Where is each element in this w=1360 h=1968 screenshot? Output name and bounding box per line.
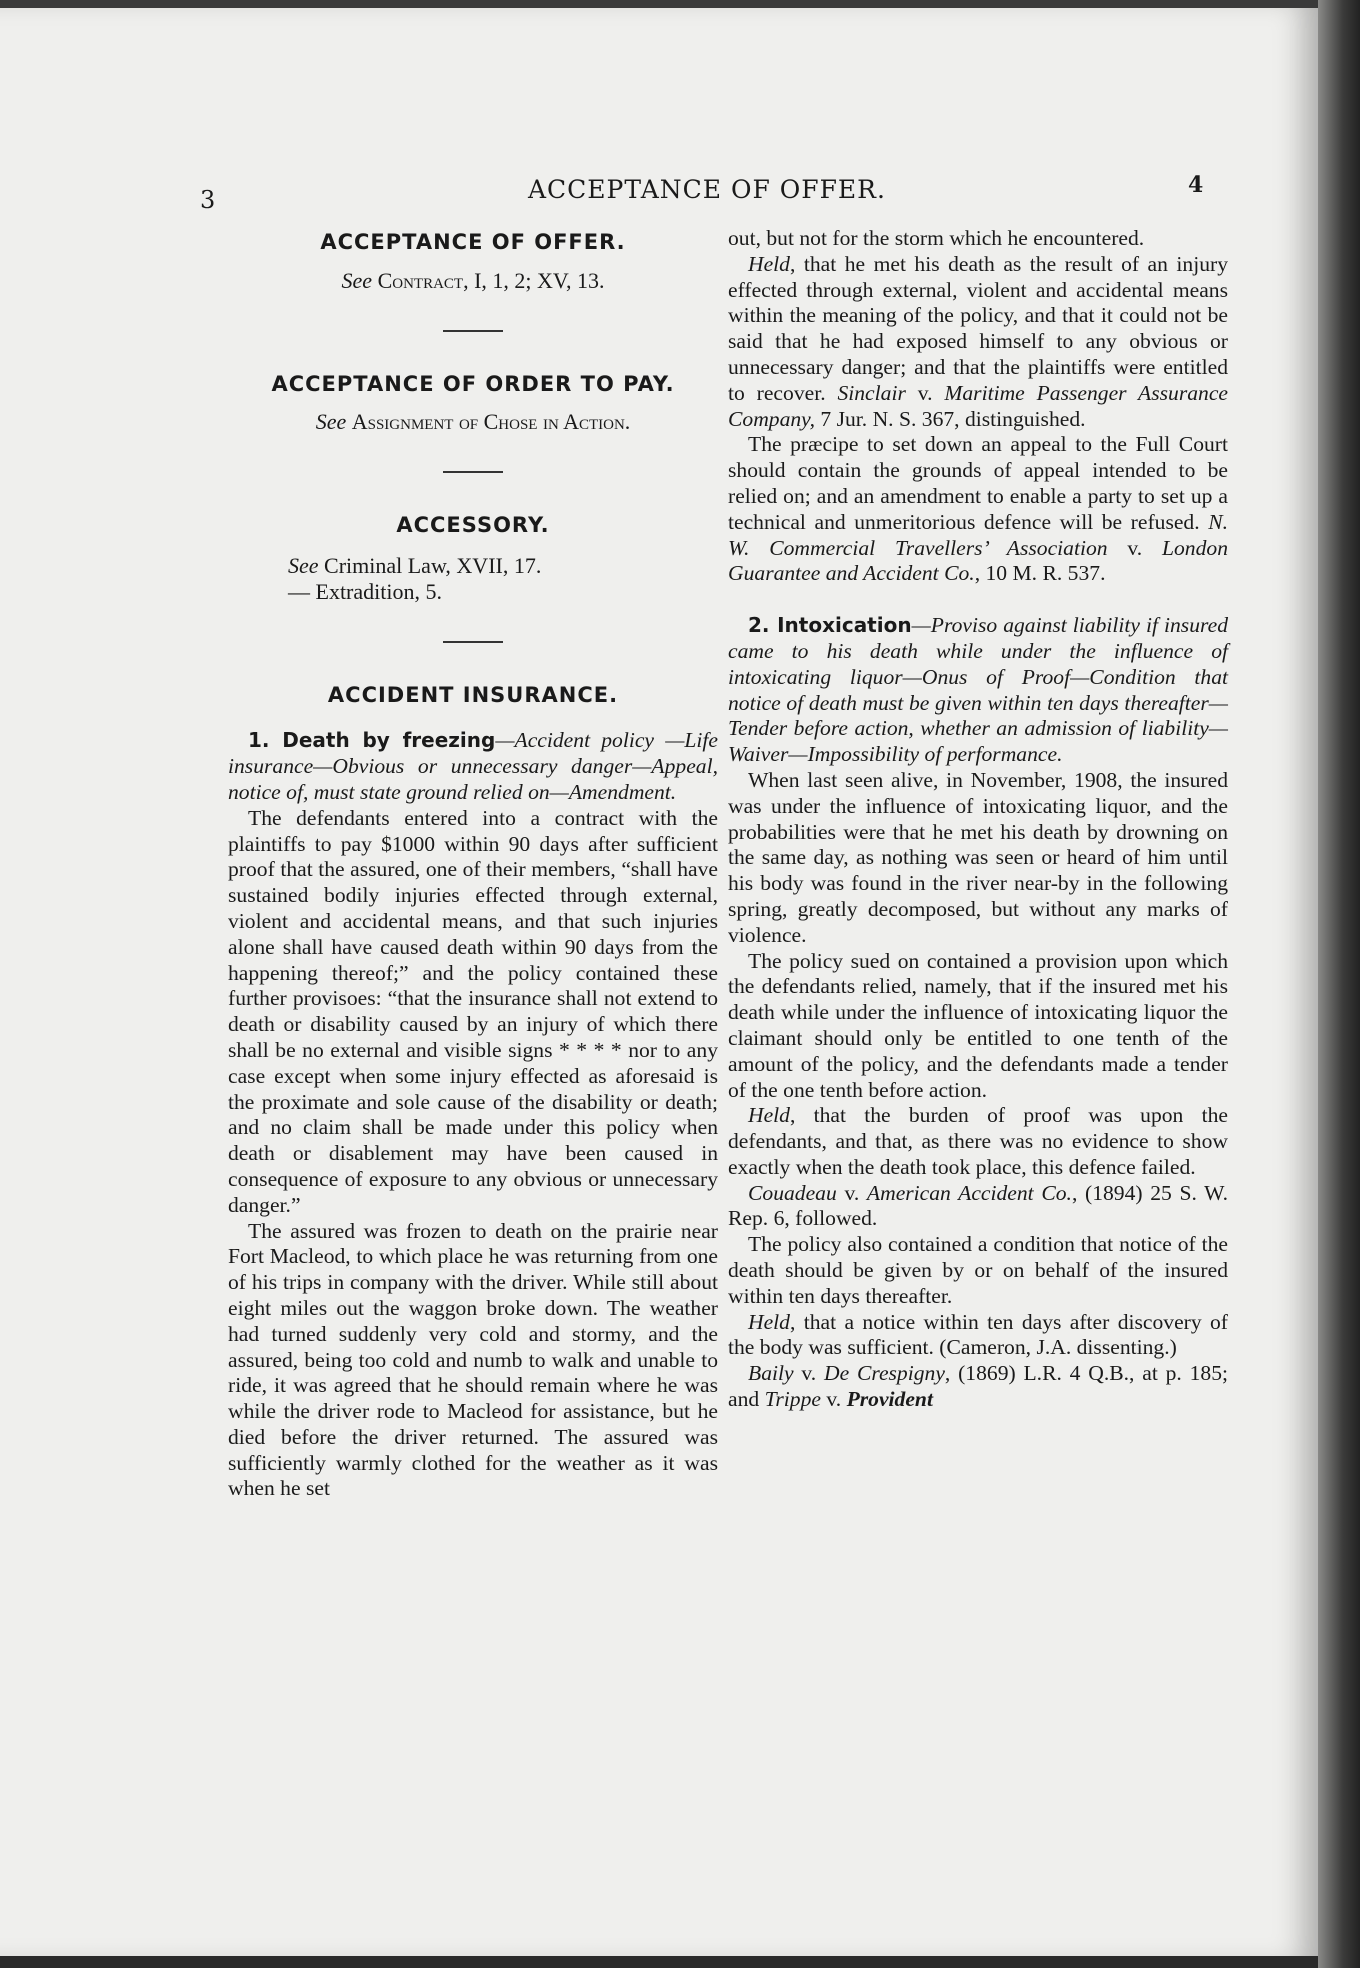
see-word: See — [288, 552, 319, 578]
heading-accessory: ACCESSORY. — [396, 513, 550, 538]
citation: , (1894) 25 S. W. Rep. 6, followed. — [728, 1180, 1228, 1231]
paragraph: The defendants entered into a contract with the plaintiffs to pay $1000 within 90 days after sufficient proof that the assured, one of their members, “shall have sustained bodily injuries effected through external, violent and accidental means, and that such injuries alone shall have caused death within 90 days from the happening thereof;” and the policy contained these further provisoes: “that the insurance shall not extend to death or disability caused by an injury of which there shall be no external and visible signs * * * * nor to any case except when some injury effected as aforesaid is the proximate and sole cause of the disability or death; and no claim shall be made under this policy when death or disablement may have been caused in consequence of exposure to any obvious or unnecessary danger.” — [228, 805, 718, 1217]
versus: v. — [793, 1361, 824, 1386]
case-name: London Guarantee and Accident Co. — [728, 535, 1228, 586]
case-name: Provident — [846, 1387, 933, 1412]
citation: , 10 M. R. 537. — [974, 561, 1106, 586]
held-word: Held — [748, 1309, 790, 1334]
reference-title: Extradition — [315, 578, 415, 604]
versus: v. — [905, 380, 945, 405]
divider — [443, 641, 503, 643]
page-number-right: 4 — [1188, 172, 1204, 198]
held-word: Held — [748, 251, 790, 276]
see-word: See — [341, 267, 373, 293]
paragraph — [728, 432, 1228, 587]
case-name: De Crespigny — [823, 1361, 945, 1386]
held-word: Held — [748, 1103, 790, 1128]
section-title: 1. Death by freezing — [248, 728, 496, 753]
right-column — [728, 226, 1228, 1413]
citation-paragraph — [728, 1181, 1228, 1233]
divider — [443, 330, 503, 332]
versus: v. — [1107, 535, 1162, 560]
paragraph: The policy also contained a condition that notice of the death should be given by or on behalf of the insured within ten days thereafter. — [728, 1232, 1228, 1308]
held-text: , that the burden of proof was upon the defendants, and that, as there was no evidence to show exactly when the death took place, this defence failed. — [728, 1103, 1228, 1179]
case-name: Sinclair — [837, 380, 906, 405]
book-spine-edge — [1318, 0, 1360, 1968]
paragraph: When last seen alive, in November, 1908, the insured was under the influence of intoxicating liquor, and the probabilities were that he met his death by drowning on the same day, as nothing was seen or heard of him until his body was found in the river near-by in the following spring, greatly decomposed, but without any marks of violence. — [728, 767, 1228, 947]
reference-detail: , XVII, 17. — [445, 552, 542, 578]
citation: , (1869) L.R. 4 Q.B., at p. 185; and — [728, 1361, 1229, 1412]
held-paragraph — [728, 252, 1228, 433]
case-name: Trippe — [764, 1387, 821, 1412]
page-number-left: 3 — [200, 186, 216, 214]
reference-title: Contract — [377, 267, 464, 293]
case-name: N. W. Commercial Travellers’ Association — [728, 509, 1228, 560]
held-text: , that he met his death as the result of an injury effected through external, violent and accidental means within the meaning of the policy, and that it could not be said that he had exposed himself to any obvious or unnecessary danger; and that the plaintiffs were entitled to recover. — [728, 251, 1228, 405]
see-word: See — [315, 409, 347, 435]
reference-detail: , 5. — [414, 578, 442, 604]
ditto-dash: — — [288, 578, 310, 604]
paragraph: out, but not for the storm which he encountered. — [728, 226, 1145, 250]
case-name: Maritime Passenger Assurance Company, — [728, 380, 1229, 431]
case-name: Baily — [748, 1361, 794, 1386]
reference-title: Criminal Law — [324, 552, 446, 578]
heading-acceptance-of-offer: ACCEPTANCE OF OFFER. — [320, 230, 626, 254]
divider — [443, 471, 503, 473]
reference-detail: , I, 1, 2; XV, 13. — [463, 267, 605, 293]
see-reference — [228, 268, 718, 294]
section-headnote — [228, 728, 718, 805]
book-page — [0, 8, 1320, 1956]
paragraph: The policy sued on contained a provision upon which the defendants relied, namely, that if the insured met his death while under the influence of intoxicating liquor the claimant should only be entitled to one tenth of the amount of the policy, and the defendants made a tender of the one tenth before action. — [728, 948, 1228, 1102]
heading-accident-insurance: ACCIDENT INSURANCE. — [327, 682, 619, 707]
versus: v. — [836, 1180, 867, 1205]
catchwords: —Proviso against liability if insured came to his death while under the influence of intoxicating liquor—Onus of Proof—Condition that notice of death must be given within ten days thereafter—Tender before action, whether an admission of liability—Waiver—Impossibility of performance. — [728, 613, 1228, 767]
running-title: ACCEPTANCE OF OFFER. — [528, 175, 886, 204]
case-name: American Accident Co. — [866, 1180, 1072, 1205]
catchwords: —Accident policy —Life insurance—Obvious or unnecessary danger—Appeal, notice of, must state ground relied on—Amendment. — [228, 728, 718, 804]
see-reference — [228, 579, 718, 605]
see-reference — [228, 553, 718, 579]
held-paragraph — [728, 1310, 1228, 1362]
section-title: 2. Intoxication — [748, 613, 912, 638]
top-scan-border — [0, 0, 1360, 8]
see-reference — [228, 409, 718, 435]
held-text: , that a notice within ten days after discovery of the body was sufficient. (Cameron, J.A. dissenting.) — [728, 1309, 1228, 1360]
reference-title: Assignment of Chose in Action. — [351, 409, 631, 435]
held-paragraph — [728, 1103, 1228, 1180]
versus: v. — [820, 1387, 847, 1412]
paragraph-text: The præcipe to set down an appeal to the Full Court should contain the grounds of appeal intended to be relied on; and an amendment to enable a party to set up a technical and unmeritorious defence will be refused. — [728, 432, 1228, 534]
heading-acceptance-of-order-to-pay: ACCEPTANCE OF ORDER TO PAY. — [271, 371, 675, 396]
section-headnote — [728, 613, 1228, 768]
case-name: Couadeau — [748, 1180, 837, 1205]
paragraph: The assured was frozen to death on the prairie near Fort Macleod, to which place he was returning from one of his trips in company with the driver. While still about eight miles out the waggon broke down. The weather had turned suddenly very cold and stormy, and the assured, being too cold and numb to walk and unable to ride, it was agreed that he should remain where he was while the driver rode to Macleod for assistance, but he died before the driver returned. The assured was sufficiently warmly clothed for the weather as it was when he set — [228, 1218, 718, 1501]
citation: 7 Jur. N. S. 367, distinguished. — [814, 406, 1086, 431]
citation-paragraph — [728, 1361, 1228, 1413]
left-column — [228, 230, 718, 1502]
